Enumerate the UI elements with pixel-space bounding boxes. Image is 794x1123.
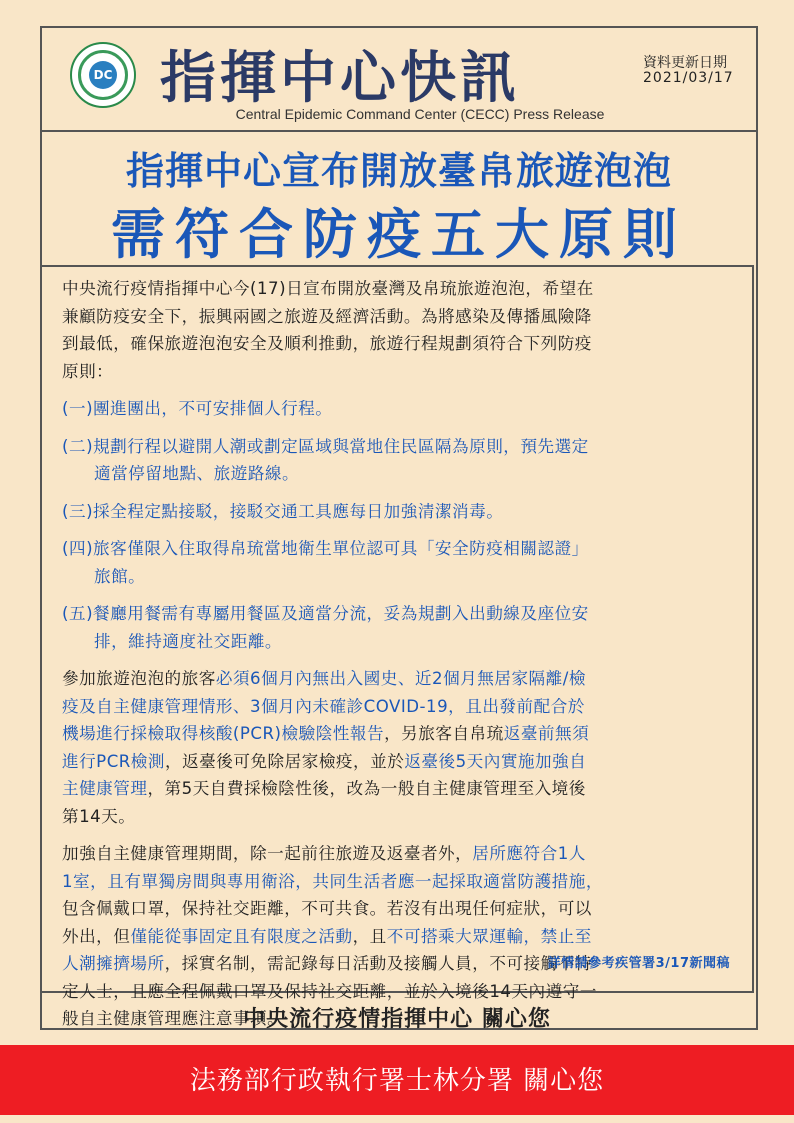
principle-5-cont: 排，維持適度社交距離。 [94,631,283,651]
more-info-note: 詳情請參考疾管署3/17新聞稿 [547,955,730,971]
principle-4-cont: 旅館。 [94,566,146,586]
headline-line-2: 需符合防疫五大原則 [111,203,687,266]
paragraph-2-line: 第14天。 [62,806,136,826]
update-date-label: 資料更新日期 [643,55,727,71]
intro-line: 原則： [62,361,114,381]
paragraph-2-line: 主健康管理，第5天自費採檢陰性後，改為一般自主健康管理至入境後 [62,779,586,798]
paragraph-3-line: 1室，且有單獨房間與專用衛浴，共同生活者應一起採取適當防護措施， [62,871,603,891]
intro-line: 到最低，確保旅遊泡泡安全及順利推動，旅遊行程規劃須符合下列防疫 [62,334,592,353]
intro-line: 兼顧防疫安全下，振興兩國之旅遊及經濟活動。為將感染及傳播風險降 [62,306,592,326]
paragraph-2-line: 進行PCR檢測，返臺後可免除居家檢疫，並於返臺後5天內實施加強自 [62,751,587,771]
header-divider [40,130,758,132]
press-release-subtitle: Central Epidemic Command Center (CECC) Press Release [235,106,605,122]
update-date-value: 2021/03/17 [643,70,734,86]
paragraph-3-line: 定人士，且應全程佩戴口罩及保持社交距離，並於入境後14天內遵守一 [62,981,597,1001]
paragraph-3-line: 人潮擁擠場所，採實名制，需記錄每日活動及接觸人員，不可接觸不特 [62,954,592,973]
principle-2: (二)規劃行程以避開人潮或劃定區域與當地住民區隔為原則，預先選定 [62,436,589,456]
paragraph-3-line: 般自主健康管理應注意事項。 [62,1009,285,1028]
agency-footer: 法務部行政執行署士林分署 關心您 [189,1066,605,1096]
paragraph-3-line: 外出，但僅能從事固定且有限度之活動，且不可搭乘大眾運輸，禁止至 [62,926,592,946]
principle-4: (四)旅客僅限入住取得帛琉當地衛生單位認可具「安全防疫相關認證」 [62,539,589,558]
principle-3: (三)採全程定點接駁，接駁交通工具應每日加強清潔消毒。 [62,501,504,521]
headline-line-1: 指揮中心宣布開放臺帛旅遊泡泡 [125,149,672,193]
paragraph-2-line: 參加旅遊泡泡的旅客必須6個月內無出入國史、近2個月無居家隔離/檢 [62,669,586,688]
paragraph-2-line: 機場進行採檢取得核酸(PCR)檢驗陰性報告，另旅客自帛琉返臺前無須 [62,724,590,743]
cdc-logo [70,42,136,108]
paragraph-3-line: 加強自主健康管理期間，除一起前往旅遊及返臺者外，居所應符合1人 [62,844,586,863]
logo-core: DC [89,61,117,89]
intro-line: 中央流行疫情指揮中心今(17)日宣布開放臺灣及帛琉旅遊泡泡，希望在 [62,279,594,298]
principle-1: (一)團進團出，不可安排個人行程。 [62,399,333,418]
principle-5: (五)餐廳用餐需有專屬用餐區及適當分流，妥為規劃入出動線及座位安 [62,604,589,623]
page-title: 指揮中心快訊 [160,46,520,111]
principle-2-cont: 適當停留地點、旅遊路線。 [94,464,300,483]
cecc-footer: 中央流行疫情指揮中心 關心您 [243,1007,551,1032]
paragraph-2-line: 疫及自主健康管理情形、3個月內未確診COVID-19，且出發前配合於 [62,696,585,716]
paragraph-3-line: 包含佩戴口罩，保持社交距離，不可共食。若沒有出現任何症狀，可以 [62,899,592,918]
